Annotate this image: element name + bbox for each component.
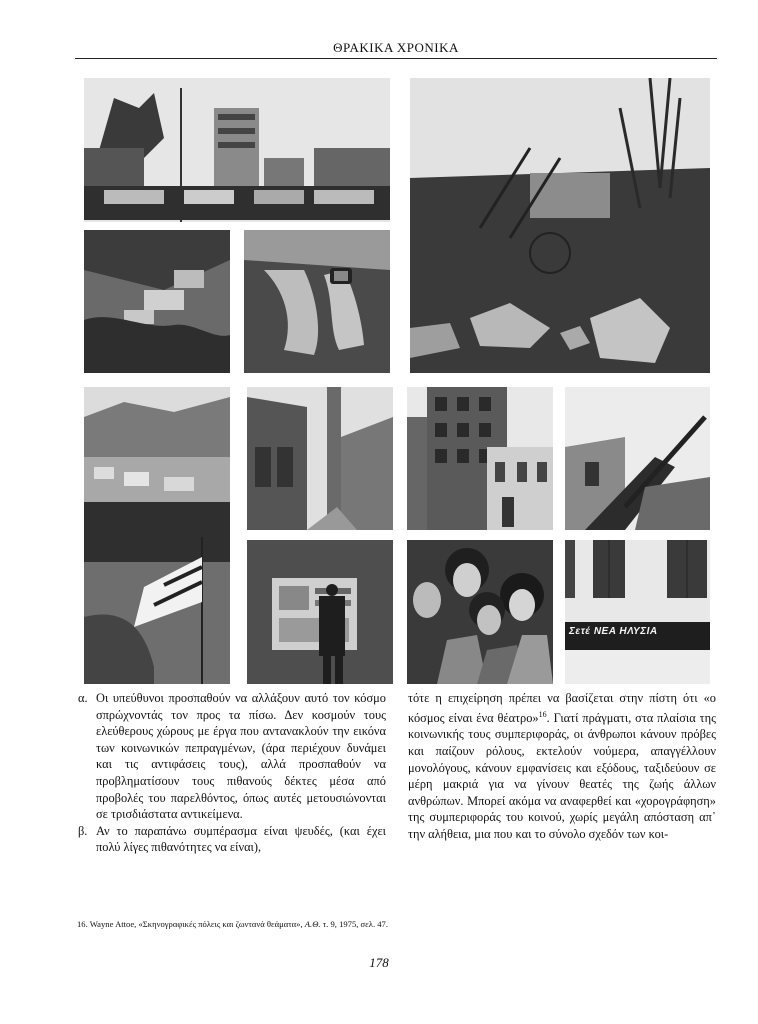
photo-apartment-buildings [407, 387, 553, 530]
photo-crowd [407, 540, 553, 684]
paragraph-text-after: . Γιατί πράγματι, στα πλαίσια της κοινωνικής τους συμπεριφοράς, οι άνθρωποι κάνουν πρόβες και παίζουν ρόλους, εκτελούν νούμερα, απαγγέλλουν μονολόγους, κάνουν εμφανίσεις και εξόδους, ταξιδεύουν σε μέρη μακριά για να γίνουν θεατές της ζωής άλλων ανθρώπων. Μπορεί ακόμα να αναφερθεί και «χορογράφηση» της συμπεριφοράς του κοινού, χωρίς μεγάλη απόσταση απ᾽ την αλήθεια, μια που και το σύνολο σχεδόν των κοι- [408, 710, 716, 841]
list-marker: β. [78, 823, 88, 838]
footnote-details: τ. 9, 1975, σελ. 47. [322, 919, 388, 929]
list-marker: α. [78, 691, 88, 705]
shop-sign-text: Σετέ ΝΕΑ ΗΛΥΣΙΑ [569, 626, 658, 637]
footnote-reference: 16 [538, 709, 547, 719]
footnote-journal: Α.Θ. [304, 919, 321, 929]
list-item-text: Αν το παραπάνω συμπέρασμα είναι ψευδές, (και έχει πολύ λίγες πιθανότητες να είναι), [96, 823, 386, 855]
text-column-right [408, 690, 716, 842]
list-item-alpha [78, 690, 386, 823]
footnote [77, 919, 388, 929]
photo-hands-watch [244, 230, 390, 373]
photo-hillside-village [84, 230, 230, 373]
running-header: ΘΡΑΚΙΚΑ ΧΡΟΝΙΚΑ [333, 40, 459, 55]
page-number: 178 [369, 955, 389, 970]
text-column-left [78, 690, 386, 856]
photo-shop-sign [565, 540, 710, 684]
photo-man-poster [247, 540, 393, 684]
footnote-number: 16. [77, 919, 88, 929]
photo-ruined-house-rocks [410, 78, 710, 373]
photo-narrow-street [247, 387, 393, 530]
photo-town-flag [84, 387, 230, 684]
list-item-text: Οι υπεύθυνοι προσπαθούν να αλλάξουν αυτό τον κόσμο σπρώχνοντάς τον προς τα πίσω. Δεν κοσμούν τους ελεύθερους χώρους με έργα που αντανακλούν την εικόνα των κοινωνικών πεπραγμένων, (άρα περιέχουν δυνάμει και τις αντιφάσεις τους), αλλά προσπαθούν να προβληματίσουν τους πιθανούς δέκτες μέσα από προβολές του παρελθόντος, όπως αυτές μετουσιώνονται σε τρισδιάστατα αντικείμενα. [96, 691, 386, 822]
photo-ruin-timber [565, 387, 710, 530]
list-item-beta [78, 823, 386, 856]
photo-street-billboards [84, 78, 390, 222]
header-rule [75, 58, 717, 59]
footnote-text: Wayne Attoe, «Σκηνογραφικές πόλεις και ζωντανά θεάματα», [89, 919, 303, 929]
paragraph-text-before: τότε η επιχείρηση πρέπει να βασίζεται στην πίστη ότι «ο κόσμος είναι ένα θέατρο» [408, 691, 716, 725]
